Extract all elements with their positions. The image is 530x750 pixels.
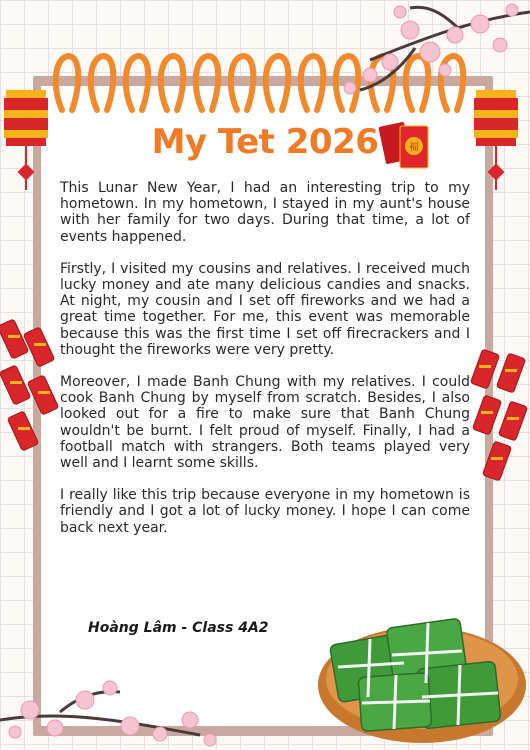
spiral-ring-icon	[161, 56, 184, 110]
paragraph-2: Firstly, I visited my cousins and relatives. I received much lucky money and ate many delicious candies and snacks. At night, my cousin and I set off fireworks and we had a great time together. For me, this event was memorable because this was the first time I set off firecrackers and I thought the fireworks were very pretty.	[60, 260, 470, 358]
firecracker-icon	[470, 345, 530, 485]
spiral-ring-icon	[91, 56, 114, 110]
paragraph-4: I really like this trip because everyone in my hometown is friendly and I got a lot of lucky money. I hope I can come back next year.	[60, 487, 470, 536]
paragraph-1: This Lunar New Year, I had an interesting trip to my hometown. In my hometown, I stayed in my aunt's house with her family for two days. During that time, a lot of events happened.	[60, 180, 470, 245]
paragraph-3: Moreover, I made Banh Chung with my relatives. I could cook Banh Chung by myself from scratch. Besides, I also looked out for a fire to make sure that Banh Chung wouldn't be burnt. I felt proud of myself. Finally, I had a football match with strangers. Both teams played very well and I learnt some skills.	[60, 374, 470, 472]
spiral-ring-icon	[56, 56, 79, 110]
spiral-ring-icon	[126, 56, 149, 110]
story-text	[60, 180, 470, 552]
envelope-glyph: 福	[409, 142, 419, 153]
cherry-blossom-icon	[0, 640, 240, 750]
spiral-ring-icon	[196, 56, 219, 110]
page-title: My Tet 2026	[151, 122, 379, 162]
red-envelope-icon	[378, 118, 434, 174]
banh-chung-icon	[310, 605, 530, 750]
author-signature: Hoàng Lâm - Class 4A2	[88, 620, 269, 636]
